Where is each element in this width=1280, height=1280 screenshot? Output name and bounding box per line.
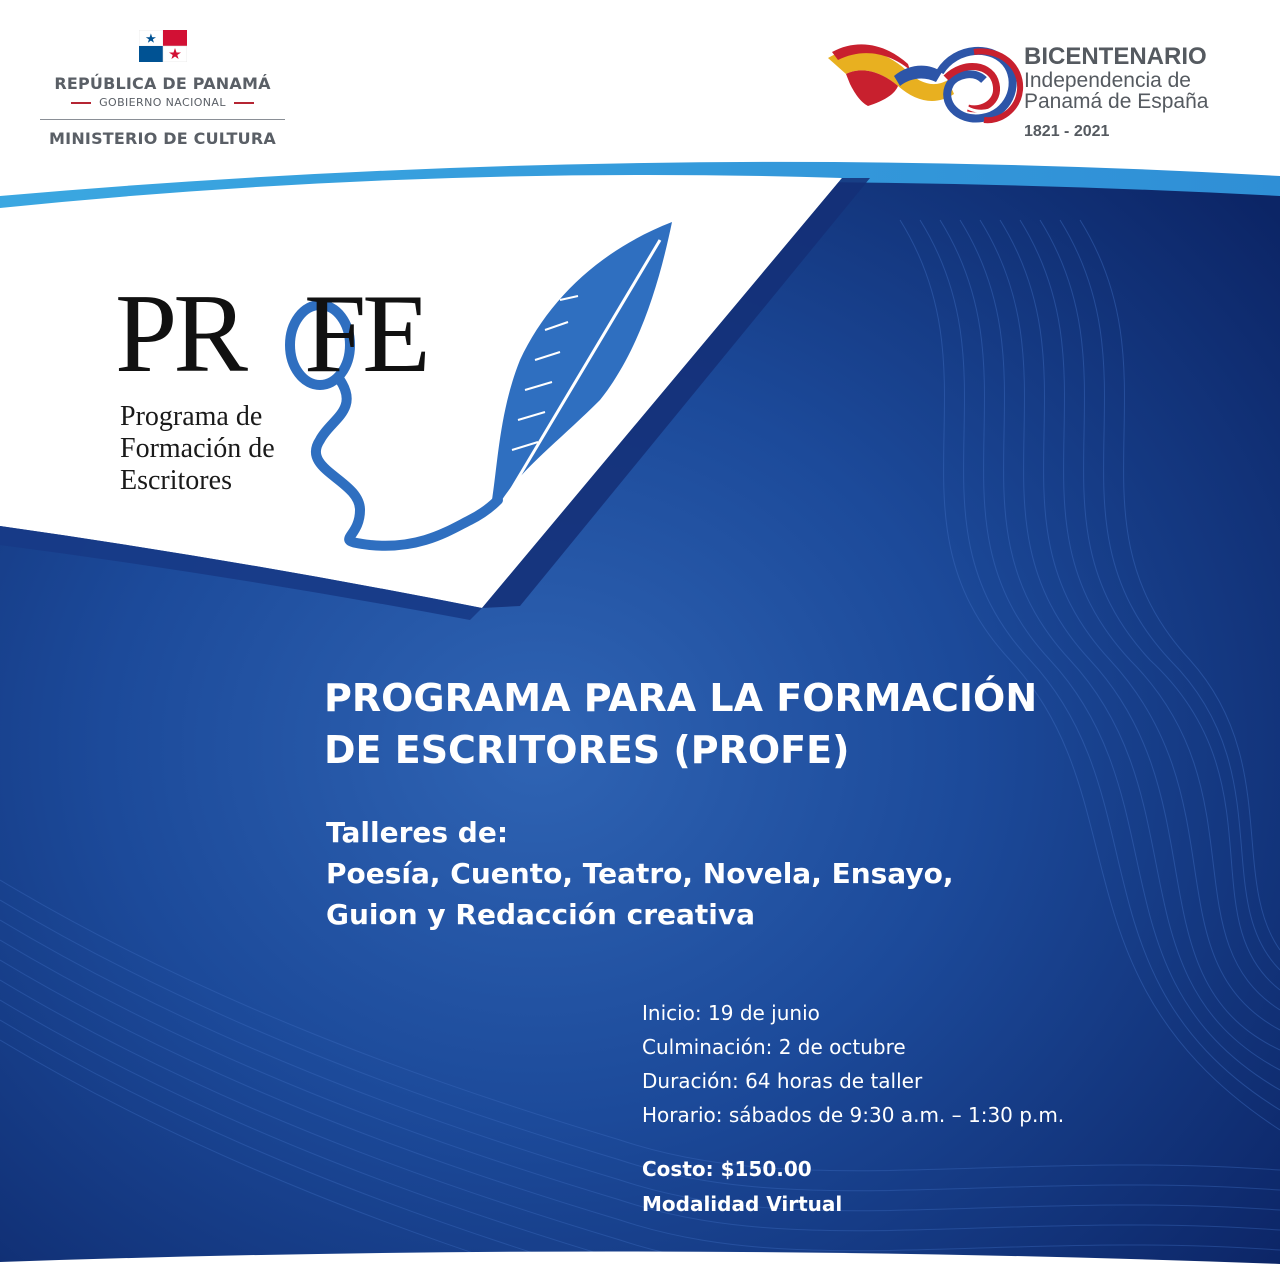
profe-subtitle-line: Programa de xyxy=(120,401,263,432)
workshops-line: Guion y Redacción creativa xyxy=(326,898,756,931)
profe-subtitle-line: Escritores xyxy=(120,465,232,496)
bicentenario-title: BICENTENARIO xyxy=(1024,43,1207,70)
ministry-label: MINISTERIO DE CULTURA xyxy=(49,129,276,148)
workshops-line: Talleres de: xyxy=(326,816,509,849)
gobierno-row xyxy=(40,96,285,109)
bicentenario-line2: Panamá de España xyxy=(1024,90,1209,113)
bicentenario-text xyxy=(1024,44,1208,142)
profe-word-end: FE xyxy=(304,272,427,396)
cost-label: Costo: $150.00 xyxy=(642,1157,812,1181)
cost-block xyxy=(642,1152,842,1222)
profe-subtitle xyxy=(120,401,275,497)
republic-label: REPÚBLICA DE PANAMÁ xyxy=(54,74,271,93)
gobierno-nacional-label: GOBIERNO NACIONAL xyxy=(99,96,226,109)
workshops-block xyxy=(326,812,1226,935)
end-date: Culminación: 2 de octubre xyxy=(642,1035,906,1059)
profe-word-start: PR xyxy=(115,272,244,396)
ribbon-flags-icon xyxy=(824,36,1029,126)
main-title-line: PROGRAMA PARA LA FORMACIÓN xyxy=(324,676,1038,720)
profe-subtitle-line: Formación de xyxy=(120,433,275,464)
main-title xyxy=(324,672,1224,776)
modality-label: Modalidad Virtual xyxy=(642,1192,843,1216)
details-block xyxy=(642,996,1064,1132)
government-block xyxy=(40,30,285,148)
panama-flag-icon xyxy=(139,30,187,62)
schedule: Horario: sábados de 9:30 a.m. – 1:30 p.m. xyxy=(642,1103,1065,1127)
main-title-line: DE ESCRITORES (PROFE) xyxy=(324,728,850,772)
profe-wordmark xyxy=(115,272,427,396)
bicentenario-line1: Independencia de xyxy=(1024,69,1191,92)
divider xyxy=(40,119,285,120)
start-date: Inicio: 19 de junio xyxy=(642,1001,820,1025)
duration: Duración: 64 horas de taller xyxy=(642,1069,923,1093)
workshops-line: Poesía, Cuento, Teatro, Novela, Ensayo, xyxy=(326,857,954,890)
bicentenario-years: 1821 - 2021 xyxy=(1024,123,1110,140)
red-dash-right xyxy=(234,102,254,104)
red-dash-left xyxy=(71,102,91,104)
